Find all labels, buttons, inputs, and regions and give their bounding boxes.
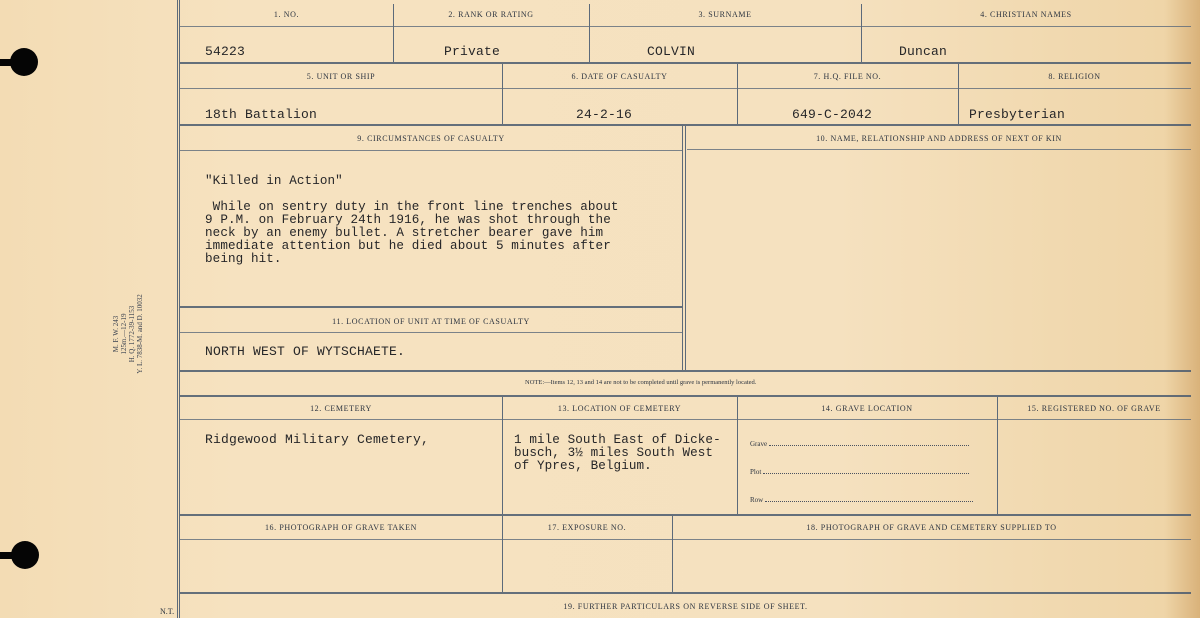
label-registered-no: 15. REGISTERED NO. OF GRAVE xyxy=(1027,404,1161,413)
divider xyxy=(672,516,673,592)
value-file-no: 649-C-2042 xyxy=(792,107,873,122)
value-cemetery-location xyxy=(514,434,721,473)
rule xyxy=(180,150,682,151)
value-location-of-unit: NORTH WEST OF WYTSCHAETE. xyxy=(205,344,406,359)
divider xyxy=(502,516,503,592)
form-code-line: H. Q. 1772-39-1153 xyxy=(128,305,136,363)
text-line: of Ypres, Belgium. xyxy=(514,459,652,473)
divider xyxy=(997,397,998,514)
plot-field xyxy=(750,468,969,476)
value-christian-names: Duncan xyxy=(899,44,948,59)
divider xyxy=(737,64,738,124)
divider xyxy=(393,4,394,62)
text-line: While on sentry duty in the front line trenches about xyxy=(205,200,619,214)
binder-hole-top xyxy=(10,48,38,76)
label-photo-supplied: 18. PHOTOGRAPH OF GRAVE AND CEMETERY SUPPLIED TO xyxy=(806,523,1057,532)
value-religion: Presbyterian xyxy=(969,107,1066,122)
rule xyxy=(180,370,1191,372)
rule xyxy=(180,539,1191,540)
text-line: being hit. xyxy=(205,252,282,266)
value-no: 54223 xyxy=(205,44,246,59)
form-code-line: 125m.—12-19 xyxy=(120,313,128,355)
rule xyxy=(180,306,682,308)
rule xyxy=(180,26,1191,27)
divider xyxy=(502,64,503,124)
divider xyxy=(861,4,862,62)
value-rank: Private xyxy=(444,44,501,59)
form-code-line: Y. L. 7838-M. and D. 10032 xyxy=(136,294,144,374)
label-surname: 3. SURNAME xyxy=(698,10,752,19)
rule xyxy=(687,149,1191,150)
label-cemetery-location: 13. LOCATION OF CEMETERY xyxy=(557,404,682,413)
label-religion: 8. RELIGION xyxy=(1048,72,1101,81)
text-line: busch, 3½ miles South West xyxy=(514,446,714,460)
value-cemetery: Ridgewood Military Cemetery, xyxy=(205,432,430,447)
row-label: Row xyxy=(750,496,764,504)
label-file-no: 7. H.Q. FILE NO. xyxy=(813,72,882,81)
form-code-line: M. F. W. 243 xyxy=(112,315,120,353)
label-unit: 5. UNIT OR SHIP xyxy=(306,72,376,81)
corner-mark: N.T. xyxy=(160,607,175,616)
label-exposure-no: 17. EXPOSURE NO. xyxy=(547,523,627,532)
divider xyxy=(589,4,590,62)
rule xyxy=(180,514,1191,516)
rule xyxy=(180,88,1191,89)
plot-label: Plot xyxy=(750,468,762,476)
value-surname: COLVIN xyxy=(647,44,696,59)
label-location-of-unit: 11. LOCATION OF UNIT AT TIME OF CASUALTY xyxy=(332,317,530,326)
divider xyxy=(685,126,686,370)
rule xyxy=(180,332,682,333)
label-rank: 2. RANK OR RATING xyxy=(448,10,534,19)
text-line: 9 P.M. on February 24th 1916, he was shot through the xyxy=(205,213,611,227)
circumstances-heading: "Killed in Action" xyxy=(205,174,343,188)
label-photo-taken: 16. PHOTOGRAPH OF GRAVE TAKEN xyxy=(264,523,418,532)
value-date: 24-2-16 xyxy=(576,107,633,122)
grave-field xyxy=(750,440,969,448)
label-no: 1. NO. xyxy=(273,10,300,19)
rule xyxy=(180,419,1191,420)
left-border xyxy=(177,0,178,618)
label-cemetery: 12. CEMETERY xyxy=(310,404,372,413)
footer-note: 19. FURTHER PARTICULARS ON REVERSE SIDE OF SHEET. xyxy=(563,602,808,611)
divider xyxy=(502,397,503,514)
binder-hole-bottom xyxy=(11,541,39,569)
value-unit: 18th Battalion xyxy=(205,107,318,122)
text-line: 1 mile South East of Dicke- xyxy=(514,433,721,447)
label-circumstances: 9. CIRCUMSTANCES OF CASUALTY xyxy=(357,134,505,143)
label-next-of-kin: 10. NAME, RELATIONSHIP AND ADDRESS OF NEXT OF KIN xyxy=(816,134,1062,143)
divider xyxy=(958,64,959,124)
divider xyxy=(682,126,683,370)
divider xyxy=(737,397,738,514)
grave-label: Grave xyxy=(750,440,768,448)
label-christian-names: 4. CHRISTIAN NAMES xyxy=(980,10,1072,19)
rule xyxy=(180,592,1191,594)
label-grave-location: 14. GRAVE LOCATION xyxy=(821,404,913,413)
note-text: NOTE:—Items 12, 13 and 14 are not to be completed until grave is permanently located. xyxy=(525,379,757,386)
text-line: immediate attention but he died about 5 minutes after xyxy=(205,239,611,253)
row-field xyxy=(750,496,973,504)
rule xyxy=(180,62,1191,64)
label-date: 6. DATE OF CASUALTY xyxy=(571,72,668,81)
rule xyxy=(180,395,1191,397)
text-line: neck by an enemy bullet. A stretcher bearer gave him xyxy=(205,226,604,240)
form-code-vertical xyxy=(112,279,144,389)
circumstances-text xyxy=(205,201,619,266)
